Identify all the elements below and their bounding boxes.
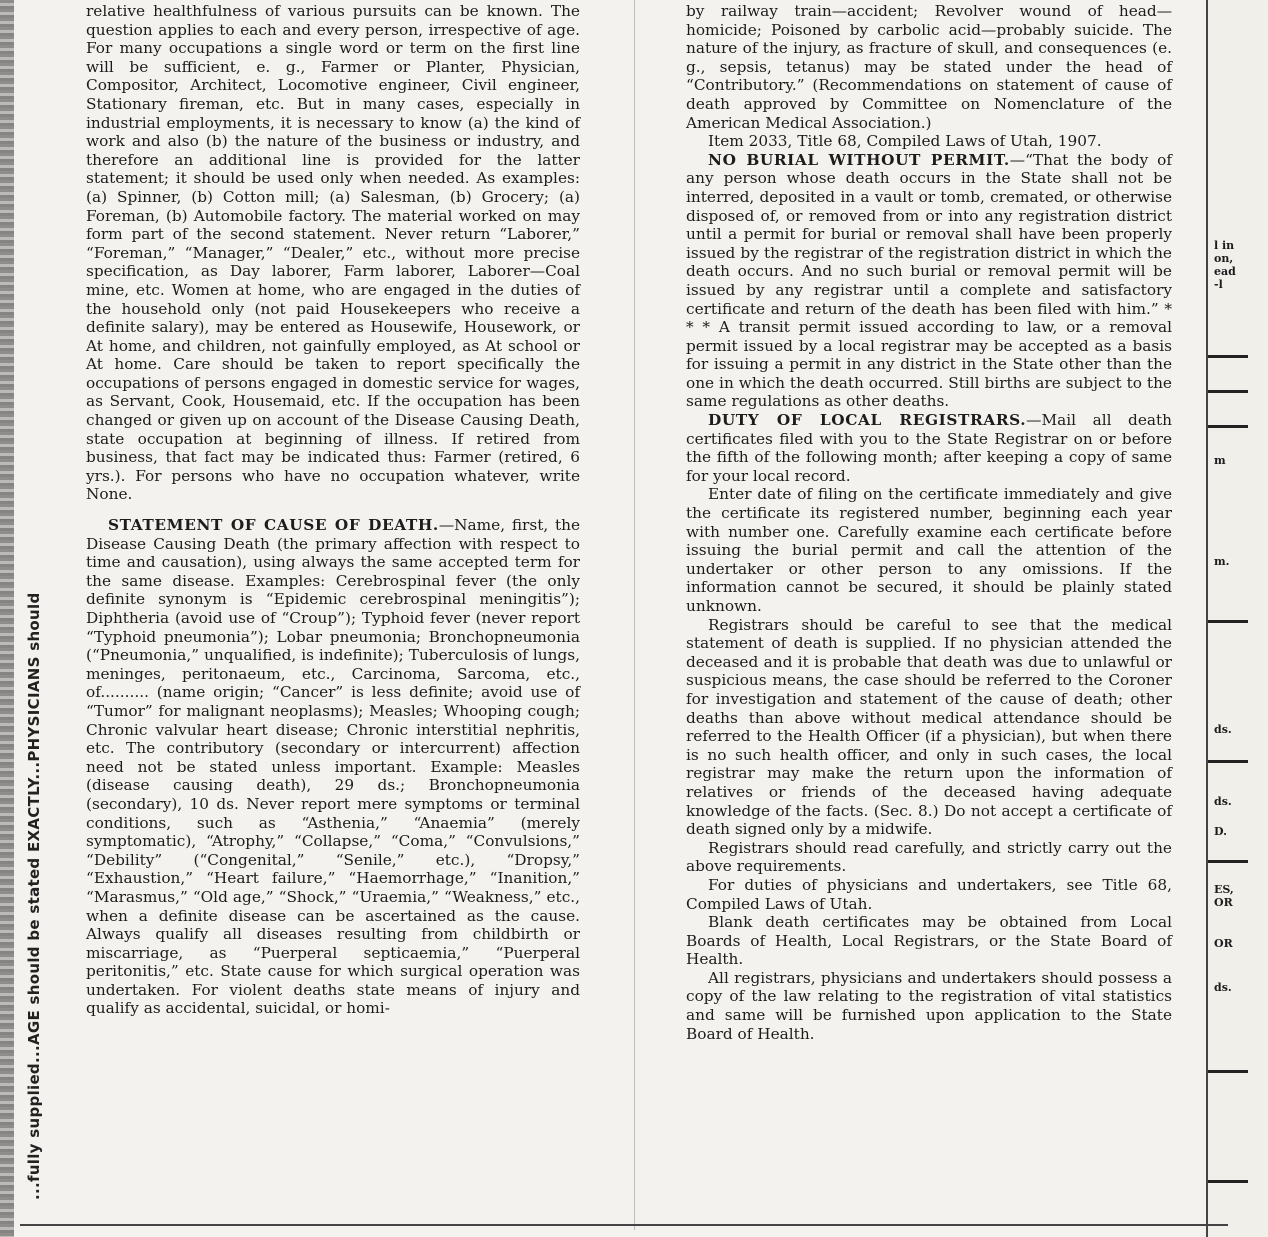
duty-registrars-paragraph	[686, 411, 1172, 485]
stub-fragment: m	[1214, 454, 1226, 467]
scan-edge	[0, 0, 14, 1237]
stub-rule	[1208, 1180, 1248, 1183]
cause-of-death-paragraph	[86, 516, 580, 1018]
medical-statement-paragraph: Registrars should be careful to see that the medical statement of death is supplied. If no physician attended the deceased and it is probable that death was due to unlawful or suspicious means, the case should be referred to the Coroner for investigation and statement of the cause of death; other deaths than above without medical attendance should be referred to the Health Officer (if a physician), but when there is no such health officer, and only in such cases, the local registrar may make the return upon the information of relatives or friends of the deceased having adequate knowledge of the facts. (Sec. 8.) Do not accept a certificate of death signed only by a midwife.	[686, 615, 1172, 839]
adjacent-page-stub	[1206, 0, 1268, 1237]
stub-rule	[1208, 620, 1248, 623]
stub-fragment: OR	[1214, 937, 1233, 950]
physician-duties-paragraph: For duties of physicians and undertakers, see Title 68, Compiled Laws of Utah.	[686, 875, 1172, 913]
cause-of-death-text: —Name, first, the Disease Causing Death (the primary affection with respect to time and causation), using always the same accepted term for the same disease. Examples: Cerebrospinal fever (the only definite synonym is “Epidemic cerebrospinal meningitis”); Diphtheria (avoid use of “Croup”); Typhoid fever (never report “Typhoid pneumonia”); Lobar pneumonia; Bronchopneumonia (“Pneumonia,” unqualified, is indefinite); Tuberculosis of lungs, meninges, peritonaeum, etc., Carcinoma, Sarcoma, etc., of.......... (name origin; “Cancer” is less definite; avoid use of “Tumor” for malignant neoplasms); Measles; Whooping cough; Chronic valvular heart disease; Chronic interstitial nephritis, etc. The contributory (secondary or intercurrent) affection need not be stated unless important. Example: Measles (disease causing death), 29 ds.; Bronchopneumonia (secondary), 10 ds. Never report mere symptoms or terminal conditions, such as “Asthenia,” “Anaemia” (merely symptomatic), “Atrophy,” “Collapse,” “Coma,” “Convulsions,” “Debility” (“Congenital,” “Senile,” etc.), “Dropsy,” “Exhaustion,” “Heart failure,” “Haemorrhage,” “Inanition,” “Marasmus,” “Old age,” “Shock,” “Uraemia,” “Weakness,” etc., when a definite disease can be ascertained as the cause. Always qualify all diseases resulting from childbirth or miscarriage, as “Puerperal septicaemia,” “Puerperal peritonitis,” etc. State cause for which surgical operation was undertaken. For violent deaths state means of injury and qualify as accidental, suicidal, or homi-	[86, 516, 581, 1018]
stub-fragment: m.	[1214, 555, 1230, 568]
stub-fragment: ES,	[1214, 883, 1234, 896]
stub-fragment: ds.	[1214, 981, 1232, 994]
stub-rule	[1208, 760, 1248, 763]
right-column	[686, 2, 1172, 1043]
burial-permit-paragraph	[686, 151, 1172, 411]
stub-rule	[1208, 860, 1248, 863]
burial-permit-heading: NO BURIAL WITHOUT PERMIT.	[708, 150, 1010, 169]
margin-vertical-text: ...fully supplied...AGE should be stated EXACTLY...PHYSICIANS should	[25, 592, 43, 1200]
stub-fragment: ead	[1214, 265, 1236, 278]
stub-fragment: -l	[1214, 278, 1223, 291]
stub-fragment: l in	[1214, 239, 1235, 252]
enter-date-paragraph: Enter date of filing on the certificate immediately and give the certificate its registered number, beginning each year with number one. Carefully examine each certificate before issuing the burial permit and call the attention of the undertaker or other person to any omissions. If the information cannot be secured, it should be plainly stated unknown.	[686, 485, 1172, 615]
stub-fragment: on,	[1214, 252, 1234, 265]
column-divider	[634, 0, 635, 1230]
stub-rule	[1208, 425, 1248, 428]
stub-rule	[1208, 1070, 1248, 1073]
occupation-paragraph: relative healthfulness of various pursuits can be known. The question applies to each and every person, irrespective of age. For many occupations a single word or term on the first line will be sufficient, e. g., Farmer or Planter, Physician, Compositor, Architect, Locomotive engineer, Civil engineer, Stationary fireman, etc. But in many cases, especially in industrial employments, it is necessary to know (a) the kind of work and also (b) the nature of the business or industry, and therefore an additional line is provided for the latter statement; it should be used only when needed. As examples: (a) Spinner, (b) Cotton mill; (a) Salesman, (b) Grocery; (a) Foreman, (b) Automobile factory. The material worked on may form part of the second statement. Never return “Laborer,” “Foreman,” “Manager,” “Dealer,” etc., without more precise specification, as Day laborer, Farm laborer, Laborer—Coal mine, etc. Women at home, who are engaged in the duties of the household only (not paid Housekeepers who receive a definite salary), may be entered as Housewife, Housework, or At home, and children, not gainfully employed, as At school or At home. Care should be taken to report specifically the occupations of persons engaged in domestic service for wages, as Servant, Cook, Housemaid, etc. If the occupation has been changed or given up on account of the Disease Causing Death, state occupation at beginning of illness. If retired from business, that fact may be indicated thus: Farmer (retired, 6 yrs.). For persons who have no occupation whatever, write None.	[86, 2, 580, 504]
stub-fragment: ds.	[1214, 795, 1232, 808]
stub-fragment: D.	[1214, 825, 1227, 838]
read-carefully-paragraph: Registrars should read carefully, and strictly carry out the above requirements.	[686, 838, 1172, 876]
stub-rule	[1208, 355, 1248, 358]
page-bottom-border	[20, 1224, 1228, 1226]
stub-fragment: OR	[1214, 896, 1233, 909]
duty-registrars-heading: DUTY OF LOCAL REGISTRARS.	[708, 411, 1027, 430]
blank-certificates-paragraph: Blank death certificates may be obtained from Local Boards of Health, Local Registrars, or the State Board of Health.	[686, 913, 1172, 969]
duty-registrars-text: —Mail all death certificates filed with you to the State Registrar on or before the fifth of the following month; after keeping a copy of same for your local record.	[686, 411, 1172, 485]
stub-fragment: ds.	[1214, 723, 1232, 736]
violent-death-paragraph: by railway train—accident; Revolver wound of head—homicide; Poisoned by carbolic acid—probably suicide. The nature of the injury, as fracture of skull, and consequences (e. g., sepsis, tetanus) may be stated under the head of “Contributory.” (Recommendations on statement of cause of death approved by Committee on Nomenclature of the American Medical Association.)	[686, 2, 1172, 132]
cause-of-death-heading: STATEMENT OF CAUSE OF DEATH.	[108, 516, 439, 535]
item-reference: Item 2033, Title 68, Compiled Laws of Utah, 1907.	[708, 132, 1102, 151]
law-copy-paragraph: All registrars, physicians and undertakers should possess a copy of the law relating to the registration of vital statistics and same will be furnished upon application to the State Board of Health.	[686, 968, 1172, 1043]
left-column	[86, 2, 580, 1018]
burial-permit-text: —“That the body of any person whose death occurs in the State shall not be interred, deposited in a vault or tomb, cremated, or otherwise disposed of, or removed from or into any registration district until a permit for burial or removal shall have been properly issued by the registrar of the registration district in which the death occurs. And no such burial or removal permit will be issued by any registrar until a complete and satisfactory certificate and return of the death has been filed with him.” * * * A transit permit issued according to law, or a removal permit issued by a local registrar may be accepted as a basis for issuing a permit in any district in the State other than the one in which the death occurred. Still births are subject to the same regulations as other deaths.	[686, 150, 1173, 411]
stub-rule	[1208, 390, 1248, 393]
